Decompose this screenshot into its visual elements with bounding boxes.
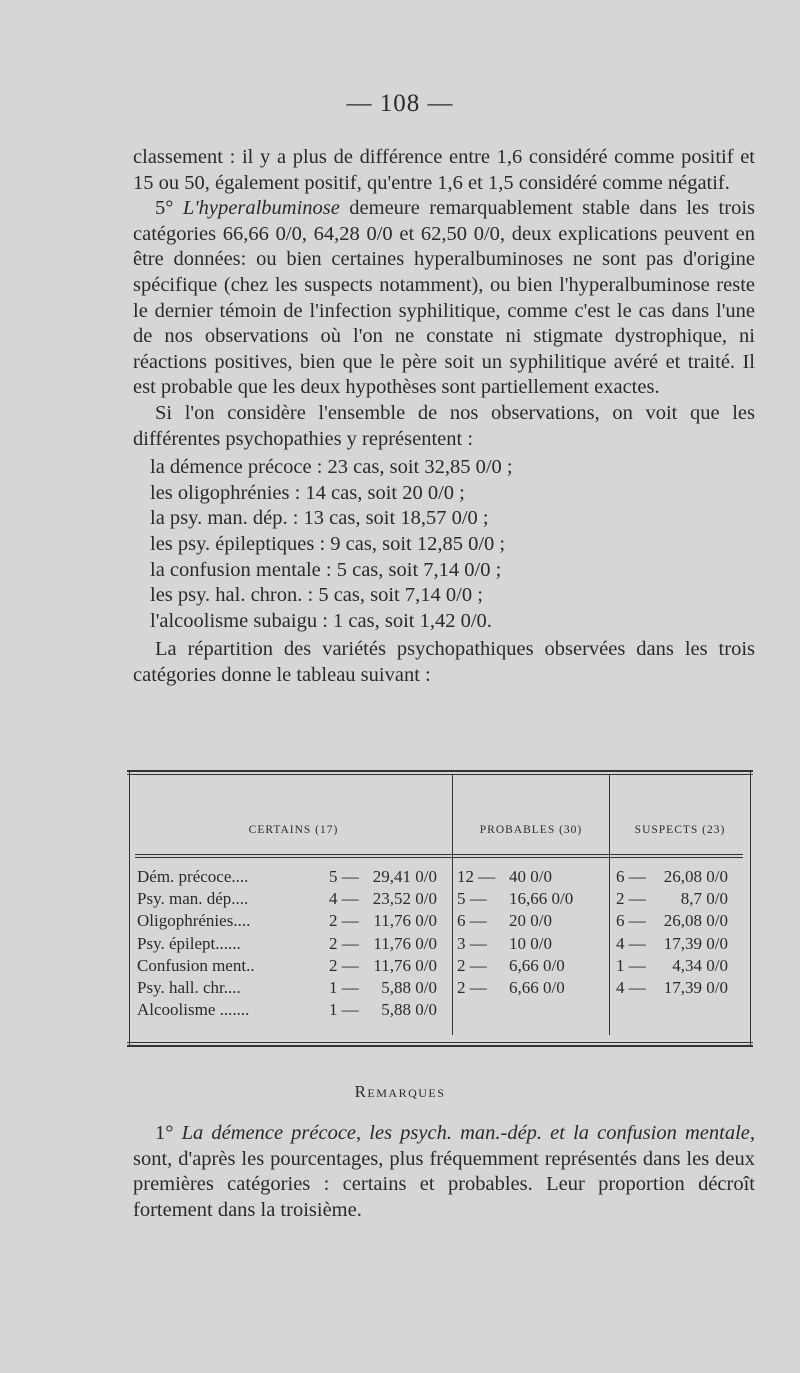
row-label: Confusion ment..	[137, 955, 255, 975]
list-item: les psy. hal. chron. : 5 cas, soit 7,14 0/0 ;	[150, 584, 483, 607]
header-suspects: SUSPECTS (23)	[634, 824, 726, 836]
count: 6 —	[457, 911, 487, 931]
count: 5 —	[457, 889, 487, 909]
psychopathy-list	[133, 455, 755, 634]
table-cell	[457, 955, 607, 977]
percent: 40 0/0	[509, 867, 552, 886]
percent: 5,88 0/0	[381, 1000, 437, 1020]
percent: 8,7 0/0	[680, 889, 728, 909]
count: 2 —	[329, 955, 359, 975]
remark-body: sont, d'après les pourcentages, plus fréquemment représentés dans les deux premières catégories : certains et probables. Leur proportion décroît fortement dans la troisième.	[133, 1147, 755, 1221]
count: 1 —	[329, 977, 359, 997]
table-top-rule	[127, 770, 753, 772]
table-cell	[610, 910, 740, 932]
header-rule	[135, 854, 743, 855]
header-probables: PROBABLES (30)	[479, 824, 583, 836]
italic-term: L'hyperalbuminose	[182, 197, 340, 220]
count: 2 —	[329, 911, 359, 931]
table-row	[137, 999, 447, 1021]
table-row	[137, 910, 447, 932]
paragraph-classement: classement : il y a plus de différence entre 1,6 considéré comme positif et 15 ou 50, également positif, qu'entre 1,6 et 1,5 considéré comme négatif.	[133, 146, 755, 194]
count: 1 —	[329, 1000, 359, 1020]
percent: 16,66 0/0	[509, 889, 574, 909]
row-label: Psy. épilept......	[137, 933, 241, 953]
remark-italic: La démence précoce, les psych. man.-dép. et la confusion mentale,	[181, 1122, 755, 1144]
list-item: l'alcoolisme subaigu : 1 cas, soit 1,42 0/0.	[150, 609, 492, 632]
count: 2 —	[457, 977, 487, 997]
remark-paragraph	[133, 1121, 755, 1223]
count: 4 —	[616, 933, 646, 953]
suspects-column	[610, 866, 740, 999]
row-label: Dém. précoce....	[137, 867, 249, 886]
percent: 11,76 0/0	[373, 955, 437, 975]
remark-text	[133, 1121, 755, 1223]
table-top-rule-thin	[127, 774, 753, 775]
paragraph-ensemble: Si l'on considère l'ensemble de nos observations, on voit que les différentes psychopathies y représentent :	[133, 401, 755, 450]
table-cell	[610, 888, 740, 910]
percent: 17,39 0/0	[663, 977, 728, 997]
distribution-table	[127, 770, 753, 1050]
remark-number: 1°	[155, 1122, 182, 1144]
table-right-rule	[750, 770, 751, 1047]
percent: 29,41 0/0	[372, 867, 437, 886]
percent: 10 0/0	[509, 933, 552, 953]
table-row	[137, 977, 447, 999]
table-row	[137, 888, 447, 910]
percent: 6,66 0/0	[509, 977, 565, 997]
column-divider-1	[452, 775, 453, 1035]
body-text	[133, 145, 755, 688]
certains-column	[137, 866, 447, 1021]
percent: 4,34 0/0	[672, 955, 728, 975]
count: 4 —	[329, 889, 359, 909]
row-label: Psy. hall. chr....	[137, 977, 241, 997]
percent: 26,08 0/0	[663, 867, 728, 886]
table-row	[137, 955, 447, 977]
table-cell	[457, 933, 607, 955]
percent: 23,52 0/0	[372, 889, 437, 909]
paragraph-repartition: La répartition des variétés psychopathiques observées dans les trois catégories donne le tableau suivant :	[133, 638, 755, 686]
row-label: Oligophrénies....	[137, 911, 251, 931]
count: 6 —	[616, 911, 646, 931]
count: 3 —	[457, 933, 487, 953]
table-cell	[457, 866, 607, 888]
table-cell	[457, 977, 607, 999]
table-bottom-rule	[127, 1045, 753, 1047]
count: 2 —	[457, 955, 487, 975]
page-number: — 108 —	[346, 90, 454, 117]
paragraph-hyperalbuminose	[133, 196, 755, 401]
percent: 17,39 0/0	[663, 933, 728, 953]
percent: 11,76 0/0	[373, 933, 437, 953]
table-cell	[610, 933, 740, 955]
probables-column	[457, 866, 607, 999]
count: 2 —	[616, 889, 646, 909]
table-cell	[610, 955, 740, 977]
table-row	[137, 933, 447, 955]
count: 12 —	[457, 867, 496, 886]
section-heading: Remarques	[354, 1082, 446, 1101]
table-cell	[457, 888, 607, 910]
list-item: la confusion mentale : 5 cas, soit 7,14 0/0 ;	[150, 558, 502, 581]
count: 5 —	[329, 867, 359, 886]
count: 4 —	[616, 977, 646, 997]
list-item: la psy. man. dép. : 13 cas, soit 18,57 0/0 ;	[150, 507, 489, 530]
paragraph-body: demeure remarquablement stable dans les trois catégories 66,66 0/0, 64,28 0/0 et 62,50 0/0, deux explications peuvent en être données: ou bien certaines hyperalbuminoses ne sont pas d'origine spécifique (chez les suspects notamment), ou bien l'hyperalbuminose reste le dernier témoin de l'infection syphilitique, comme c'est le cas dans l'une de nos observations où l'on ne constate ni stigmate dystrophique, ni réactions positives, bien que le père soit un syphilitique avéré et traité. Il est probable que les deux hypothèses sont partiellement exactes.	[133, 197, 755, 399]
table-cell	[610, 977, 740, 999]
list-item: la démence précoce : 23 cas, soit 32,85 0/0 ;	[150, 456, 513, 479]
row-label: Psy. man. dép....	[137, 889, 249, 909]
percent: 20 0/0	[509, 911, 552, 931]
row-label: Alcoolisme .......	[137, 1000, 250, 1020]
paragraph-number: 5°	[155, 197, 183, 220]
list-item: les psy. épileptiques : 9 cas, soit 12,85 0/0 ;	[150, 532, 506, 555]
table-bottom-rule-thin	[127, 1042, 753, 1043]
table-left-rule	[129, 770, 130, 1047]
list-item: les oligophrénies : 14 cas, soit 20 0/0 ;	[150, 481, 465, 504]
count: 1 —	[616, 955, 646, 975]
count: 2 —	[329, 933, 359, 953]
header-rule-thin	[135, 857, 743, 858]
percent: 26,08 0/0	[663, 911, 728, 931]
table-row	[137, 866, 447, 888]
percent: 6,66 0/0	[509, 955, 565, 975]
count: 6 —	[616, 867, 646, 886]
percent: 11,76 0/0	[373, 911, 437, 931]
header-certains: CERTAINS (17)	[248, 824, 339, 836]
table-cell	[610, 866, 740, 888]
percent: 5,88 0/0	[381, 977, 437, 997]
table-cell	[457, 910, 607, 932]
